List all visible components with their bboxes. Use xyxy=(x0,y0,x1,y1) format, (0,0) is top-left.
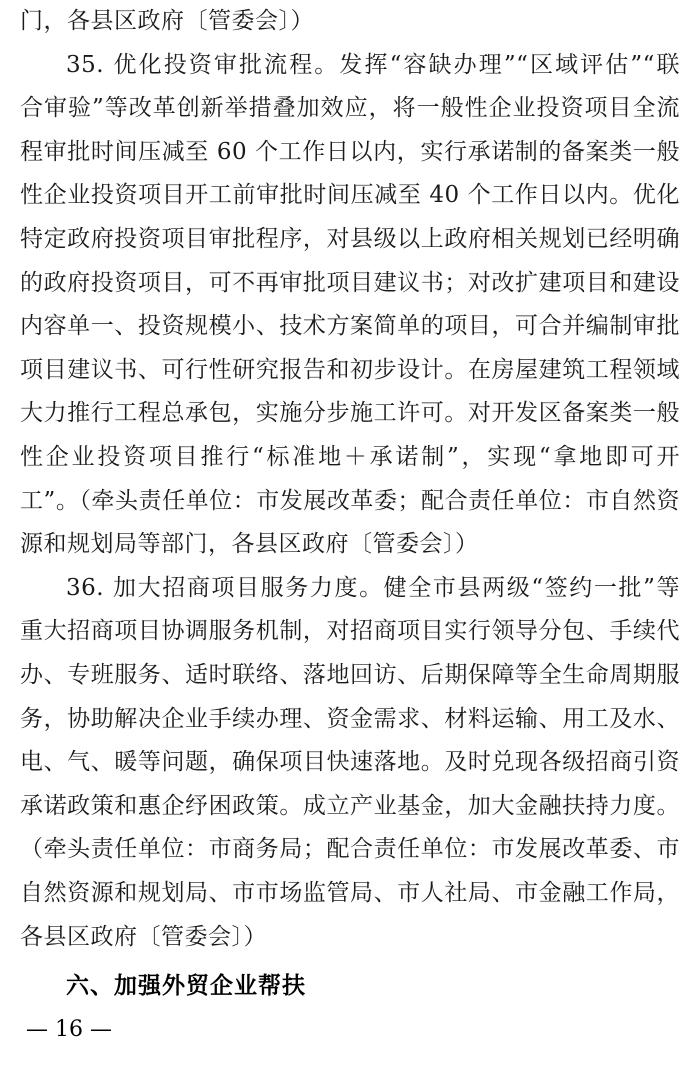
paragraph-35-first-line: 35. 优化投资审批流程。发挥“容缺办理”“区域评估”“联 xyxy=(66,51,680,78)
section-heading: 六、加强外贸企业帮扶 xyxy=(66,973,306,1000)
text-line: 内容单一、投资规模小、技术方案简单的项目，可合并编制审批 xyxy=(20,313,680,340)
paragraph-36-first-line: 36. 加大招商项目服务力度。健全市县两级“签约一批”等 xyxy=(66,574,680,601)
text-line: 源和规划局等部门，各县区政府〔管委会〕） xyxy=(20,531,479,558)
text-line: 程审批时间压减至 60 个工作日以内，实行承诺制的备案类一般 xyxy=(20,138,680,165)
text-line: 电、气、暖等问题，确保项目快速落地。及时兑现各级招商引资 xyxy=(20,749,680,776)
text-line: 的政府投资项目，可不再审批项目建议书；对改扩建项目和建设 xyxy=(20,269,680,296)
text-line: 大力推行工程总承包，实施分步施工许可。对开发区备案类一般 xyxy=(20,400,680,427)
text-line: 性企业投资项目推行“标准地＋承诺制”，实现“拿地即可开 xyxy=(20,444,680,470)
text-line: （牵头责任单位：市商务局；配合责任单位：市发展改革委、市 xyxy=(20,836,680,863)
text-line: 特定政府投资项目审批程序，对县级以上政府相关规划已经明确 xyxy=(20,226,680,252)
page-number: — 16 — xyxy=(26,1017,112,1043)
text-line: 门，各县区政府〔管委会〕） xyxy=(20,8,314,34)
text-line: 承诺政策和惠企纾困政策。成立产业基金，加大金融扶持力度。 xyxy=(20,792,680,819)
text-line: 工”。（牵头责任单位：市发展改革委；配合责任单位：市自然资 xyxy=(20,487,680,514)
text-line: 各县区政府〔管委会〕） xyxy=(20,923,267,950)
text-line: 合审验”等改革创新举措叠加效应，将一般性企业投资项目全流 xyxy=(20,95,680,122)
text-line: 办、专班服务、适时联络、落地回访、后期保障等全生命周期服 xyxy=(20,662,680,688)
text-line: 务，协助解决企业手续办理、资金需求、材料运输、用工及水、 xyxy=(20,705,680,732)
text-line: 性企业投资项目开工前审批时间压减至 40 个工作日以内。优化 xyxy=(20,182,680,209)
text-line: 重大招商项目协调服务机制，对招商项目实行领导分包、手续代 xyxy=(20,618,680,645)
text-line: 项目建议书、可行性研究报告和初步设计。在房屋建筑工程领域 xyxy=(20,356,680,383)
text-line: 自然资源和规划局、市市场监管局、市人社局、市金融工作局， xyxy=(20,880,680,906)
